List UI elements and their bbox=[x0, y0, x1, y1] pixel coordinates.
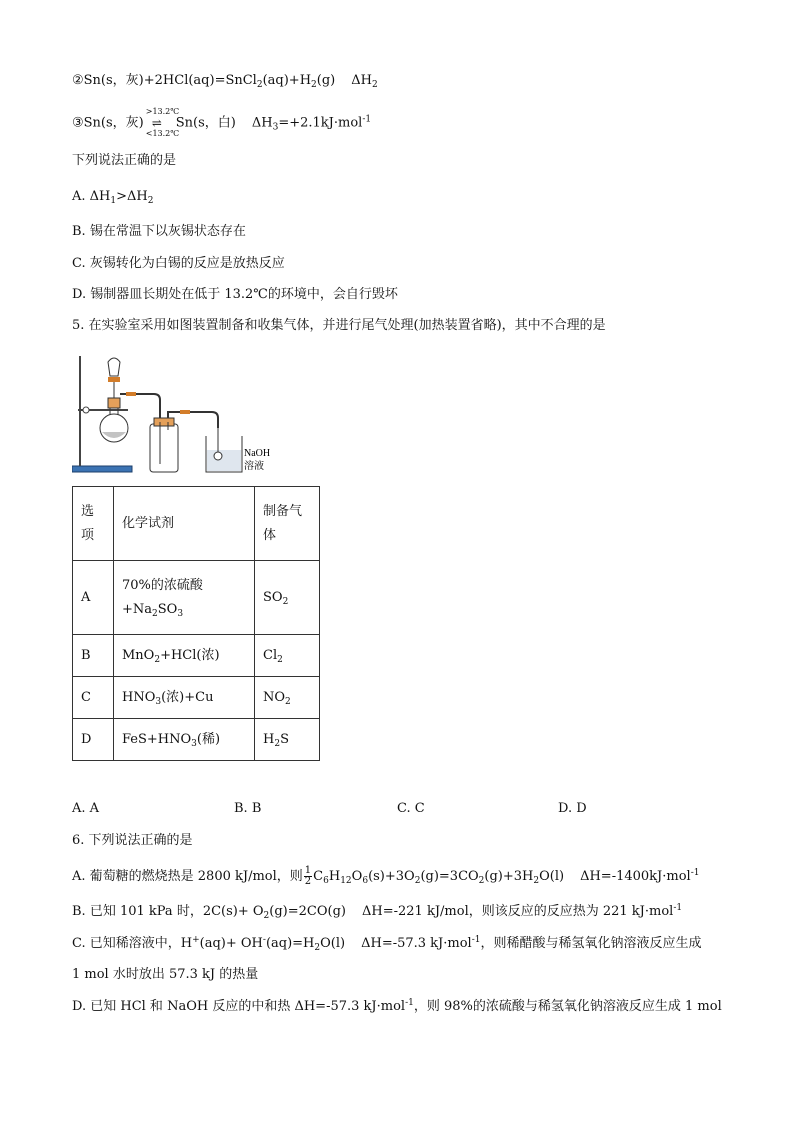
naoh-label: NaOH bbox=[244, 448, 271, 459]
stand-base bbox=[72, 466, 132, 472]
option-a-text: A. ΔH bbox=[72, 189, 111, 204]
row-gas: $Cl_2$ bbox=[255, 635, 320, 677]
subscript: 2 bbox=[311, 80, 317, 90]
equation-2 bbox=[72, 72, 378, 90]
q6-stem: 6. 下列说法正确的是 bbox=[72, 833, 193, 848]
subscript: 2 bbox=[256, 80, 263, 90]
q4-option-b[interactable]: B. 锡在常温下以灰锡状态存在 bbox=[72, 224, 246, 239]
equation-2-text: ②Sn(s，灰)+2HCl(aq)=SnCl bbox=[72, 73, 257, 88]
equation-3-text: ③Sn(s，灰) bbox=[72, 115, 144, 131]
subscript: 3 bbox=[272, 122, 279, 133]
subscript: 1 bbox=[110, 196, 117, 206]
delta-h: ΔH bbox=[351, 73, 372, 88]
condition-bottom: <13.2℃ bbox=[145, 129, 180, 138]
header-option bbox=[73, 487, 114, 561]
q6-b-text: ΔH=-221 kJ/mol，则该反应的反应热为 221 kJ·mol bbox=[361, 904, 674, 919]
q6-c-text: C. 已知稀溶液中，H bbox=[72, 936, 193, 951]
q4-option-a[interactable] bbox=[72, 188, 153, 206]
naoh-solution bbox=[207, 450, 241, 471]
q6-d-text: D. 已知 HCl 和 NaOH 反应的中和热 ΔH=-57.3 kJ·mol bbox=[72, 999, 406, 1014]
q6-c-text-mid: (aq)+ OH bbox=[199, 936, 263, 951]
superscript: + bbox=[192, 935, 200, 945]
superscript: -1 bbox=[673, 903, 683, 913]
q6-d-tail: ，则 98%的浓硫酸与稀氢氧化钠溶液反应生成 1 mol bbox=[413, 999, 722, 1014]
gas-collecting-bottle bbox=[150, 424, 178, 472]
q6-option-b[interactable]: B. 已知 101 kPa 时，$2C(s)+ O_2(g)=2CO(g)$ ΔH=-221 kJ/mol，则该反应的反应热为 221 kJ·mol$^{-1}$ bbox=[72, 903, 683, 921]
row-reagent: MnO$_2$+HCl(浓) bbox=[114, 635, 255, 677]
condition-top: >13.2℃ bbox=[145, 107, 180, 116]
row-option: A bbox=[73, 561, 114, 635]
clamp-knob bbox=[83, 407, 89, 413]
superscript: -1 bbox=[405, 998, 414, 1008]
choice-a[interactable]: A. A bbox=[72, 801, 100, 816]
reaction-condition bbox=[145, 107, 180, 138]
q6-a-dh: ΔH=-1400kJ·mol bbox=[580, 869, 691, 884]
fraction-one-half bbox=[304, 866, 312, 887]
fraction-numerator: 1 bbox=[304, 865, 312, 876]
apparatus-diagram bbox=[72, 352, 292, 476]
superscript: -1 bbox=[362, 114, 372, 125]
superscript: - bbox=[262, 935, 266, 945]
table-row bbox=[73, 561, 320, 635]
equilibrium-arrow-icon: ⇌ bbox=[151, 116, 162, 130]
q6-option-d[interactable] bbox=[72, 998, 722, 1016]
table-row bbox=[73, 719, 320, 761]
separatory-funnel bbox=[108, 358, 120, 376]
equation-3 bbox=[72, 107, 372, 138]
q4-stem: 下列说法正确的是 bbox=[72, 153, 177, 168]
reagent-table bbox=[72, 486, 320, 761]
equation-2-text-mid: (aq)+H bbox=[262, 73, 312, 88]
choice-c[interactable]: C. C bbox=[397, 801, 425, 816]
header-gas: 制备气 体 bbox=[255, 487, 320, 561]
row-reagent: 70%的浓硫酸 $+Na_2SO_3$ bbox=[114, 561, 255, 635]
q4-option-c[interactable]: C. 灰锡转化为白锡的反应是放热反应 bbox=[72, 256, 285, 271]
row-reagent: $FeS+HNO_3$(稀) bbox=[114, 719, 255, 761]
superscript: -1 bbox=[690, 868, 700, 878]
table-row bbox=[73, 635, 320, 677]
subscript: 2 bbox=[147, 196, 154, 206]
solution-label: 溶液 bbox=[244, 461, 264, 472]
subscript: 2 bbox=[371, 80, 378, 90]
q6-c-dh: ΔH=-57.3 kJ·mol bbox=[361, 936, 472, 951]
q6-option-c-line2: 1 mol 水时放出 57.3 kJ 的热量 bbox=[72, 967, 259, 982]
flask-stopper bbox=[108, 398, 120, 408]
q6-a-text: A. 葡萄糖的燃烧热是 2800 kJ/mol，则 bbox=[72, 869, 303, 884]
header-option-text: 选 项 bbox=[81, 503, 95, 543]
header-reagent: 化学试剂 bbox=[114, 487, 255, 561]
q6-option-a[interactable]: A. 葡萄糖的燃烧热是 2800 kJ/mol，则 $\frac{1}{2}$ $C_6H_{12}O_6(s)+3O_2(g)=3CO_2(g)+3H_2O(l)$ ΔH=-1400kJ·mol$^{-1}$ bbox=[72, 865, 700, 887]
stopcock bbox=[108, 377, 120, 382]
equation-2-text-post: (g) bbox=[316, 73, 336, 88]
q6-c-tail: ，则稀醋酸与稀氢氧化钠溶液反应生成 bbox=[480, 936, 702, 951]
table-row bbox=[73, 677, 320, 719]
delta-h-value: =+2.1kJ·mol bbox=[278, 115, 363, 131]
row-option: C bbox=[73, 677, 114, 719]
q5-stem: 5. 在实验室采用如图装置制备和收集气体，并进行尾气处理(加热装置省略)，其中不合理的是 bbox=[72, 318, 606, 333]
table-header-row bbox=[73, 487, 320, 561]
inverted-funnel bbox=[214, 452, 222, 460]
superscript: -1 bbox=[471, 935, 481, 945]
delta-h: ΔH bbox=[251, 115, 273, 131]
fraction-denominator: 2 bbox=[304, 876, 312, 887]
equation-3-product: Sn(s，白) bbox=[175, 115, 236, 131]
option-a-text-mid: >ΔH bbox=[116, 189, 148, 204]
row-gas: $H_2S$ bbox=[255, 719, 320, 761]
choice-d[interactable]: D. D bbox=[558, 801, 587, 816]
row-option: D bbox=[73, 719, 114, 761]
choice-b[interactable]: B. B bbox=[234, 801, 262, 816]
q4-option-d[interactable]: D. 锡制器皿长期处在低于 13.2℃的环境中，会自行毁坏 bbox=[72, 287, 398, 302]
row-gas: $SO_2$ bbox=[255, 561, 320, 635]
row-reagent: $HNO_3$(浓)+Cu bbox=[114, 677, 255, 719]
row-option: B bbox=[73, 635, 114, 677]
row-gas: $NO_2$ bbox=[255, 677, 320, 719]
q6-option-c[interactable]: C. 已知稀溶液中，$H^+(aq)+ OH^-(aq)=H_2O(l)$ ΔH=-57.3 kJ·mol$^{-1}$，则稀醋酸与稀氢氧化钠溶液反应生成 bbox=[72, 935, 702, 953]
